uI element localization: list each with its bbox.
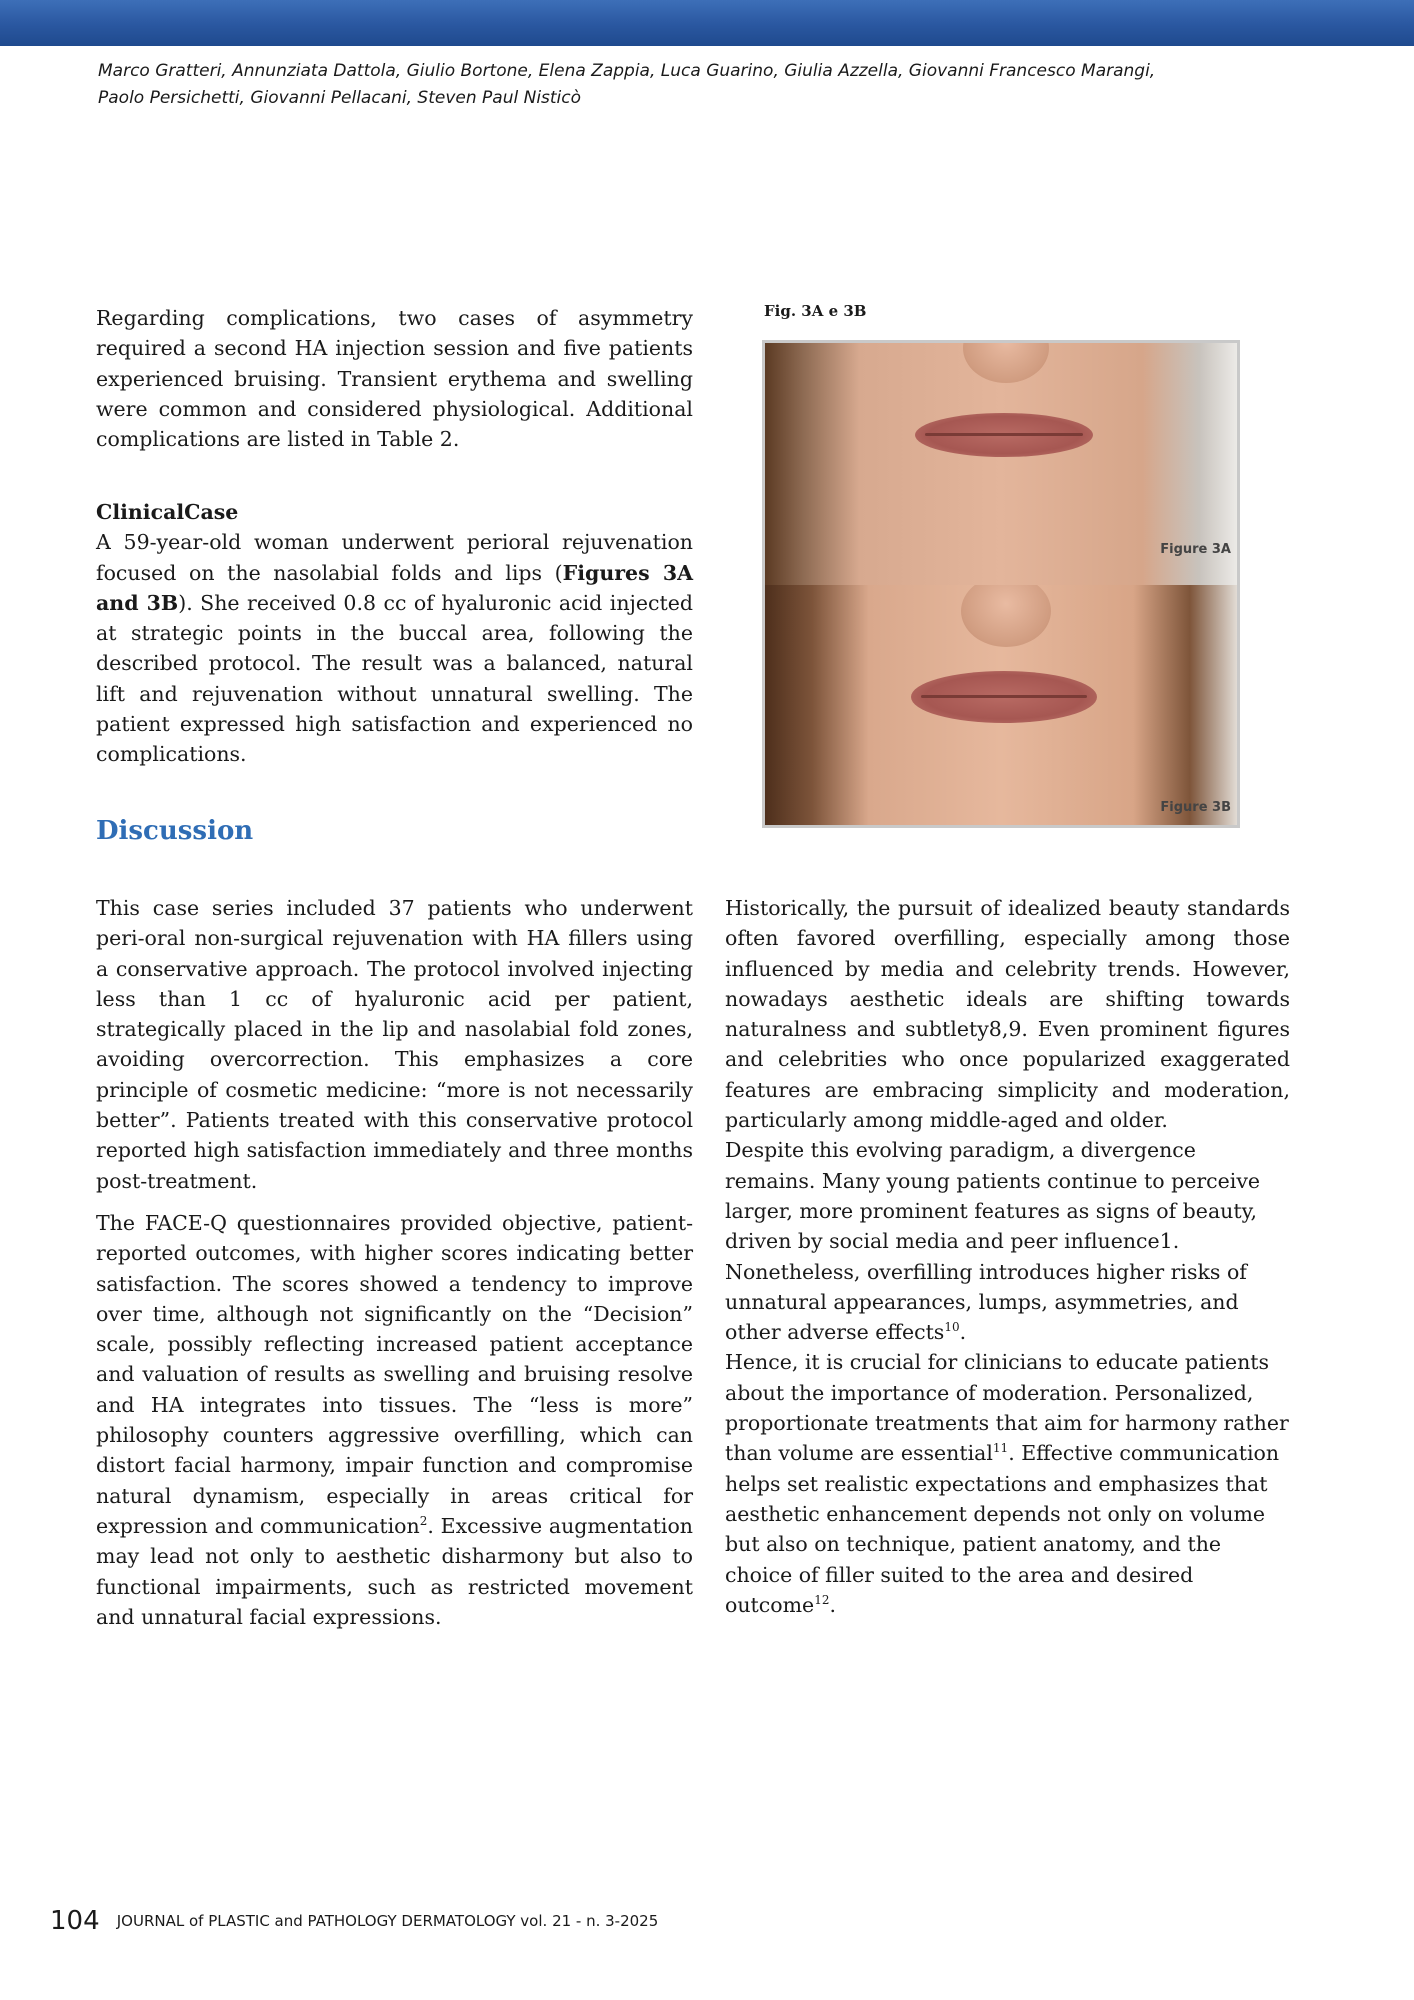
discussion-right-paragraph-3	[725, 1257, 1290, 1348]
discussion-right-paragraph-3-end: .	[959, 1320, 967, 1345]
figure-3a-image	[765, 343, 1237, 585]
discussion-right-paragraph-4-text-2: . Effective communication helps set realistic expectations and emphasizes that aesthetic enhancement depends not only on volume but also on technique, patient anatomy, and the choice of filler suited to the area and desired outcome	[725, 1441, 1280, 1617]
clinical-case-text-1: A 59-year-old woman underwent perioral rejuvenation focused on the nasolabial folds and lips (	[96, 530, 693, 585]
nose-shape	[963, 343, 1049, 383]
figure-label: Fig. 3A e 3B	[764, 302, 867, 320]
lip-line	[921, 695, 1087, 698]
reference-12: 12	[814, 1593, 830, 1607]
figure-reference: Figures 3A and 3B	[96, 560, 693, 615]
discussion-left-column	[96, 893, 693, 1632]
reference-2: 2	[419, 1514, 428, 1529]
author-list	[98, 58, 1218, 112]
page-footer	[50, 1906, 658, 1936]
reference-10: 10	[944, 1320, 960, 1335]
header-bar	[0, 0, 1414, 46]
page-number: 104	[50, 1906, 100, 1936]
discussion-paragraph-2-text-end: . Excessive augmentation may lead not only to aesthetic disharmony but also to functional impairments, such as restricted movement and unnatural facial expressions.	[96, 1513, 693, 1629]
authors-line-2: Paolo Persichetti, Giovanni Pellacani, Steven Paul Nisticò	[98, 88, 582, 108]
figure-3b-image	[765, 585, 1237, 825]
authors-line-1: Marco Gratteri, Annunziata Dattola, Giulio Bortone, Elena Zappia, Luca Guarino, Giulia Azzella, Giovanni Francesco Marangi,	[98, 61, 1156, 81]
discussion-paragraph-1: This case series included 37 patients who underwent peri-oral non-surgical rejuvenation with HA fillers using a conservative approach. The protocol involved injecting less than 1 cc of hyaluronic acid per patient, strategically placed in the lip and nasolabial fold zones, avoiding overcorrection. This emphasizes a core principle of cosmetic medicine: “more is not necessarily better”. Patients treated with this conservative protocol reported high satisfaction immediately and three months post-treatment.	[96, 896, 693, 1193]
clinical-case-text-2: ). She received 0.8 cc of hyaluronic acid injected at strategic points in the buccal area, following the described protocol. The result was a balanced, natural lift and rejuvenation without unnatural swelling. The patient expressed high satisfaction and experienced no complications.	[96, 590, 693, 767]
discussion-paragraph-2-text: The FACE-Q questionnaires provided objective, patient-reported outcomes, with higher scores indicating better satisfaction. The scores showed a tendency to improve over time, although not significantly on the “Decision” scale, possibly reflecting increased patient acceptance and valuation of results as swelling and bruising resolve and HA integrates into tissues. The “less is more” philosophy counters aggressive overfilling, which can distort facial harmony, impair function and compromise natural dynamism, especially in areas critical for expression and communication	[96, 1210, 693, 1538]
discussion-right-paragraph-4	[725, 1347, 1290, 1620]
figure-3-photo	[762, 340, 1240, 828]
figure-3a-caption: Figure 3A	[1160, 542, 1231, 557]
discussion-paragraph-2	[96, 1208, 693, 1632]
discussion-right-paragraph-4-text: Hence, it is crucial for clinicians to educate patients about the importance of moderation. Personalized, proportionate treatments that aim for harmony rather than volume are essential	[725, 1350, 1289, 1466]
reference-11: 11	[992, 1441, 1009, 1456]
complications-paragraph: Regarding complications, two cases of asymmetry required a second HA injection session and five patients experienced bruising. Transient erythema and swelling were common and considered physiological. Additional complications are listed in Table 2.	[96, 306, 693, 452]
clinical-case-paragraph	[96, 527, 693, 769]
clinical-case-section	[96, 497, 693, 770]
lip-line	[925, 433, 1083, 436]
discussion-right-paragraph-1: Historically, the pursuit of idealized beauty standards often favored overfilling, especially among those influenced by media and celebrity trends. However, nowadays aesthetic ideals are shifting towards naturalness and subtlety8,9. Even prominent figures and celebrities who once popularized exaggerated features are embracing simplicity and moderation, particularly among middle-aged and older.	[725, 896, 1290, 1133]
discussion-right-paragraph-4-end: .	[829, 1592, 836, 1617]
clinical-case-heading: ClinicalCase	[96, 500, 239, 524]
journal-name: JOURNAL of PLASTIC and PATHOLOGY DERMATOLOGY vol. 21 - n. 3-2025	[116, 1912, 659, 1930]
figure-3b-caption: Figure 3B	[1160, 800, 1231, 815]
complications-section	[96, 303, 693, 454]
discussion-right-paragraph-3-text: Nonetheless, overfilling introduces higher risks of unnatural appearances, lumps, asymmetries, and other adverse effects	[725, 1259, 1247, 1345]
discussion-heading: Discussion	[96, 816, 254, 846]
discussion-right-column	[725, 893, 1290, 1620]
discussion-right-paragraph-2: Despite this evolving paradigm, a divergence remains. Many young patients continue to perceive larger, more prominent features as signs of beauty, driven by social media and peer influence1.	[725, 1138, 1261, 1254]
nose-shape	[961, 585, 1051, 647]
